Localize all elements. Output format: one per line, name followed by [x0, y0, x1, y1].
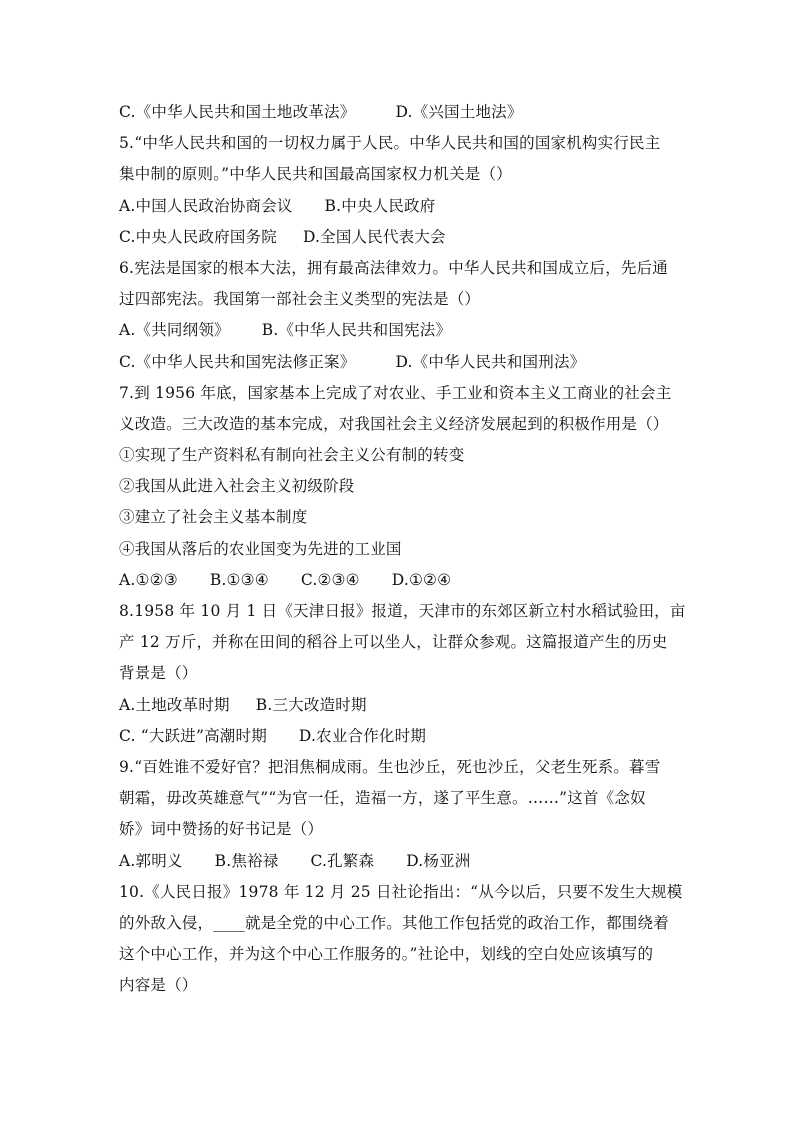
q6-stem-line-1: 6.宪法是国家的根本大法，拥有最高法律效力。中华人民共和国成立后，先后通	[119, 258, 668, 277]
q7-statement-1: ①实现了生产资料私有制向社会主义公有制的转变	[119, 446, 465, 465]
q7-statement-2: ②我国从此进入社会主义初级阶段	[119, 477, 355, 496]
q7-stem-line-1: 7.到 1956 年底，国家基本上完成了对农业、手工业和资本主义工商业的社会主	[119, 383, 672, 402]
q5-option-b: B.中央人民政府	[324, 196, 436, 215]
q10-stem-line-1: 10.《人民日报》1978 年 12 月 25 日社论指出：“从今以后，只要不发生大规模	[119, 882, 683, 901]
q10-stem-line-4: 内容是（）	[119, 976, 198, 995]
q8-option-b: B.三大改造时期	[255, 695, 367, 714]
q6-options-ab	[119, 315, 679, 346]
q4-options-cd	[119, 97, 679, 128]
q6-option-a: A.《共同纲领》	[119, 321, 230, 340]
q5-options-ab	[119, 191, 679, 222]
q6-options-cd	[119, 347, 679, 378]
q9-option-b: B.焦裕禄	[214, 851, 279, 870]
q6-option-d: D.《中华人民共和国刑法》	[395, 352, 586, 371]
q5-option-a: A.中国人民政治协商会议	[119, 196, 293, 215]
q8-options-cd	[119, 721, 679, 752]
q4-option-c: C.《中华人民共和国土地改革法》	[119, 103, 356, 121]
q7-option-b: B.①③④	[209, 570, 269, 589]
document-page	[119, 97, 686, 1001]
q6-option-b: B.《中华人民共和国宪法》	[261, 321, 452, 340]
q9-stem-line-1: 9.“百姓谁不爱好官？把泪焦桐成雨。生也沙丘，死也沙丘，父老生死系。暮雪	[119, 757, 661, 776]
q8-stem-line-2: 产 12 万斤，并称在田间的稻谷上可以坐人，让群众参观。这篇报道产生的历史	[119, 633, 668, 652]
q8-option-c: C. “大跃进”高潮时期	[119, 726, 267, 745]
q8-option-a: A.土地改革时期	[119, 695, 230, 714]
q5-stem-line-1: 5.“中华人民共和国的一切权力属于人民。中华人民共和国的国家机构实行民主	[119, 134, 661, 153]
q9-stem-line-3: 娇》词中赞扬的好书记是（）	[119, 820, 324, 839]
q7-statement-3: ③建立了社会主义基本制度	[119, 508, 308, 527]
q7-statement-4: ④我国从落后的农业国变为先进的工业国	[119, 539, 402, 558]
q7-option-a: A.①②③	[119, 570, 178, 589]
q8-stem-line-1: 8.1958 年 10 月 1 日《天津日报》报道，天津市的东郊区新立村水稻试验田，亩	[119, 602, 686, 620]
q9-options	[119, 846, 679, 877]
q9-option-d: D.杨亚洲	[406, 851, 471, 870]
q7-option-d: D.①②④	[391, 570, 452, 589]
q5-option-d: D.全国人民代表大会	[302, 227, 446, 246]
q6-option-c: C.《中华人民共和国宪法修正案》	[119, 352, 356, 371]
q9-option-a: A.郭明义	[119, 851, 183, 870]
q8-option-d: D.农业合作化时期	[298, 726, 427, 745]
q6-stem-line-2: 过四部宪法。我国第一部社会主义类型的宪法是（）	[119, 290, 481, 309]
q9-stem-line-2: 朝霜，毋改英雄意气”“为官一任，造福一方，遂了平生意。……”这首《念奴	[119, 789, 646, 808]
q8-stem-line-3: 背景是（）	[119, 664, 198, 683]
q5-option-c: C.中央人民政府国务院	[119, 227, 277, 246]
q10-stem-line-2: 的外敌入侵，____就是全党的中心工作。其他工作包括党的政治工作，都围绕着	[119, 913, 669, 932]
q5-stem-line-2: 集中制的原则。”中华人民共和国最高国家权力机关是（）	[119, 165, 512, 184]
q5-options-cd	[119, 222, 679, 253]
q7-option-c: C.②③④	[300, 570, 360, 589]
q7-options	[119, 565, 679, 596]
q10-stem-line-3: 这个中心工作，并为这个中心工作服务的。”社论中，划线的空白处应该填写的	[119, 945, 654, 964]
q7-stem-line-2: 义改造。三大改造的基本完成，对我国社会主义经济发展起到的积极作用是（）	[119, 414, 669, 433]
q8-options-ab	[119, 690, 679, 721]
q4-option-d: D.《兴国土地法》	[395, 103, 523, 121]
q9-option-c: C.孔繁森	[310, 851, 375, 870]
